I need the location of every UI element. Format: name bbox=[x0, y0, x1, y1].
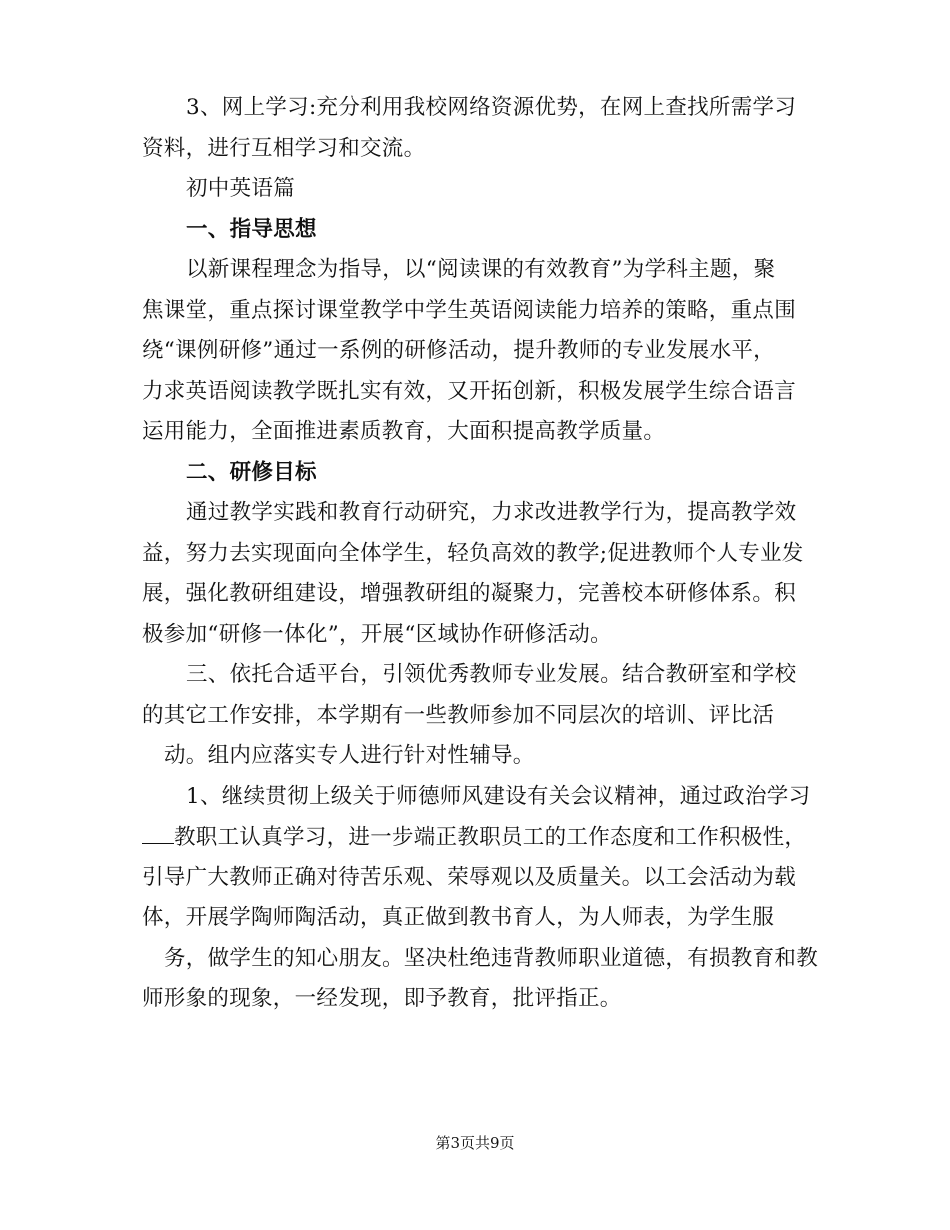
fill-in-blank bbox=[142, 817, 174, 844]
paragraph-line: 展，强化教研组建设，增强教研组的凝聚力，完善校本研修体系。积 bbox=[142, 581, 797, 606]
paragraph-line: 通过教学实践和教育行动研究，力求改进教学行为，提高教学效 bbox=[186, 500, 797, 525]
paragraph-line: 运用能力，全面推进素质教育，大面积提高教学质量。 bbox=[142, 419, 666, 444]
paragraph-line: 引导广大教师正确对待苦乐观、荣辱观以及质量关。以工会活动为载 bbox=[142, 864, 797, 890]
paragraph-line: 资料，进行互相学习和交流。 bbox=[142, 135, 426, 161]
heading-guiding-ideology: 一、指导思想 bbox=[186, 216, 317, 242]
paragraph-line: 力求英语阅读教学既扎实有效，又开拓创新，积极发展学生综合语言 bbox=[142, 378, 797, 404]
page-number-footer: 第3页共9页 bbox=[435, 1134, 515, 1152]
paragraph-line: 以新课程理念为指导，以“阅读课的有效教育”为学科主题，聚 bbox=[186, 257, 776, 282]
paragraph-line: 的其它工作安排，本学期有一些教师参加不同层次的培训、评比活 bbox=[142, 702, 775, 728]
paragraph-line: 体，开展学陶师陶活动，真正做到教书育人，为人师表，为学生服 bbox=[142, 905, 775, 930]
section-title: 初中英语篇 bbox=[186, 176, 296, 201]
paragraph-line: 极参加“研修一体化”，开展“区域协作研修活动。 bbox=[142, 621, 612, 647]
paragraph-line-text: 教职工认真学习，进一步端正教职员工的工作态度和工作积极性， bbox=[174, 825, 807, 850]
paragraph-line: 三、依托合适平台，引领优秀教师专业发展。结合教研室和学校 bbox=[186, 662, 797, 687]
document-body bbox=[142, 88, 819, 1020]
paragraph-line: 务，做学生的知心朋友。坚决杜绝违背教师职业道德，有损教育和教 bbox=[164, 945, 819, 971]
paragraph-line-with-blank bbox=[142, 817, 810, 858]
paragraph-line: 绕“课例研修”通过一系例的研修活动，提升教师的专业发展水平， bbox=[142, 338, 775, 363]
paragraph-line: 动。组内应落实专人进行针对性辅导。 bbox=[164, 743, 535, 768]
paragraph-line: 师形象的现象，一经发现，即予教育，批评指正。 bbox=[142, 986, 622, 1011]
paragraph-line: 益，努力去实现面向全体学生，轻负高效的教学;促进教师个人专业发 bbox=[142, 540, 804, 566]
paragraph-line: 3、网上学习:充分利用我校网络资源优势，在网上查找所需学习 bbox=[186, 95, 797, 120]
paragraph-line: 焦课堂，重点探讨课堂教学中学生英语阅读能力培养的策略，重点围 bbox=[142, 297, 797, 323]
paragraph-line: 1、继续贯彻上级关于师德师风建设有关会议精神，通过政治学习 bbox=[186, 783, 811, 809]
heading-research-goals: 二、研修目标 bbox=[186, 459, 317, 485]
